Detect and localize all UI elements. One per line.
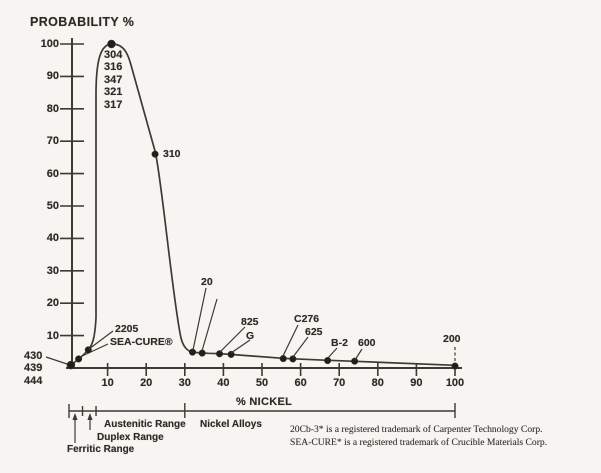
y-tick-label: 60 (46, 167, 59, 180)
y-tick-label: 40 (46, 232, 59, 245)
data-point (228, 351, 235, 358)
x-tick-label: 60 (294, 377, 307, 389)
x-tick-label: 90 (410, 377, 423, 389)
alloy-point-label: G (246, 330, 255, 342)
data-point (216, 350, 223, 357)
point-leader-line (293, 337, 308, 357)
x-tick-label: 70 (333, 377, 346, 389)
alloy-point-label: 2205 (115, 323, 139, 335)
x-tick-label: 10 (101, 377, 114, 389)
alloy-point-label: B-2 (331, 337, 348, 349)
x-tick-label: 20 (140, 377, 153, 389)
alloy-point-label: 20 (201, 276, 213, 288)
alloy-label-line: 321 (104, 86, 123, 99)
data-point (67, 361, 75, 369)
y-tick-label: 80 (46, 102, 59, 115)
y-tick-label: 50 (46, 200, 59, 212)
x-tick-label: 30 (178, 377, 191, 389)
range-label-duplex-range: Duplex Range (97, 432, 164, 443)
alloy-label-line: 304 (104, 49, 123, 61)
x-tick-label: 100 (445, 377, 465, 389)
point-leader-line (283, 325, 298, 356)
alloy-label-line: 430 (24, 350, 43, 362)
data-point (324, 357, 331, 364)
alloy-label-block (104, 49, 122, 111)
point-leader-line (355, 349, 362, 360)
range-label-nickel-alloys: Nickel Alloys (200, 419, 262, 430)
alloy-point-label: 310 (163, 148, 181, 160)
range-arrow-head (72, 413, 77, 420)
y-axis-title: PROBABILITY % (30, 15, 135, 29)
alloy-point-label: SEA-CURE® (110, 336, 173, 348)
alloy-point-label: 200 (443, 333, 461, 345)
point-leader-line (193, 288, 206, 350)
alloy-point-label: 600 (358, 337, 376, 349)
range-label-ferritic-range: Ferritic Range (67, 444, 135, 455)
y-tick-label: 20 (46, 297, 59, 310)
point-leader-line (220, 327, 245, 352)
range-label-austenitic-range: Austenitic Range (104, 419, 186, 430)
footnote-line: SEA-CURE* is a registered trademark of Crucible Materials Corp. (290, 437, 548, 448)
y-tick-label: 10 (46, 329, 59, 342)
y-tick-label: 90 (46, 70, 59, 83)
alloy-label-line: 439 (24, 362, 43, 375)
data-point (107, 40, 115, 48)
alloy-point-label: 625 (305, 326, 323, 338)
y-tick-label: 100 (40, 38, 59, 50)
alloy-point-label: C276 (294, 313, 320, 325)
data-point (452, 363, 459, 370)
alloy-label-block (24, 350, 42, 387)
x-tick-label: 50 (255, 377, 269, 389)
range-arrow-head (87, 413, 92, 420)
probability-curve (71, 44, 455, 365)
y-tick-label: 30 (46, 264, 59, 277)
point-leader-line (46, 357, 67, 364)
point-leader-line (328, 348, 337, 358)
footnote-line: 20Cb-3* is a registered trademark of Carpenter Technology Corp. (290, 424, 543, 435)
data-point (280, 355, 287, 362)
alloy-label-line: 444 (24, 374, 43, 387)
data-point (152, 151, 159, 158)
alloy-label-line: 347 (104, 73, 123, 86)
alloy-label-line: 316 (104, 61, 123, 74)
x-axis-title: % NICKEL (236, 396, 293, 408)
alloy-point-label: 825 (241, 316, 259, 328)
alloy-label-line: 317 (104, 98, 123, 111)
x-tick-label: 40 (217, 377, 230, 389)
x-tick-label: 80 (371, 377, 384, 389)
point-leader-line (202, 299, 217, 351)
data-point (351, 358, 358, 365)
y-tick-label: 70 (46, 135, 59, 148)
